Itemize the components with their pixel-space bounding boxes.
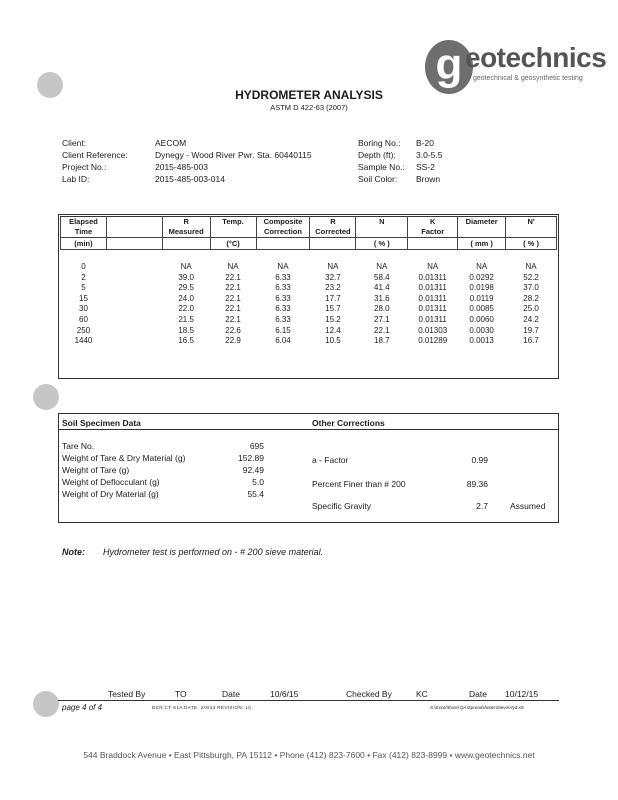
checked-by-value: KC bbox=[416, 689, 428, 699]
soil-specimen-title: Soil Specimen Data bbox=[62, 418, 141, 428]
column-header bbox=[506, 227, 557, 238]
logo-wordmark: eotechnics bbox=[465, 42, 607, 73]
column-header: Temp. bbox=[210, 217, 256, 228]
table-cell: 15.7 bbox=[325, 304, 341, 314]
specimen-label: Weight of Deflocculant (g) bbox=[62, 477, 160, 487]
table-cell: 29.5 bbox=[178, 283, 194, 293]
checked-date-label: Date bbox=[469, 689, 487, 699]
column-header: R bbox=[162, 217, 210, 228]
table-cell: 30 bbox=[79, 304, 88, 314]
dry-material-weight-value: 55.4 bbox=[247, 489, 264, 499]
table-cell: 22.1 bbox=[225, 283, 241, 293]
table-cell: 24.0 bbox=[178, 293, 194, 303]
file-path: S:\Excel\Excel QA\Spreadsheets\Sieve\Hyd.xls bbox=[430, 705, 525, 710]
table-row bbox=[61, 304, 557, 315]
table-cell: 6.33 bbox=[275, 283, 291, 293]
table-cell: NA bbox=[327, 262, 339, 271]
table-cell: 0.01303 bbox=[418, 325, 448, 335]
table-cell: NA bbox=[476, 262, 488, 271]
table-cell: 41.4 bbox=[374, 283, 390, 293]
specific-gravity-value: 2.7 bbox=[476, 501, 488, 511]
column-header bbox=[356, 227, 408, 238]
table-cell: 18.5 bbox=[178, 325, 194, 335]
info-label: Lab ID: bbox=[62, 174, 90, 184]
a-factor-label: a - Factor bbox=[312, 455, 349, 465]
table-cell: 23.2 bbox=[325, 283, 341, 293]
specific-gravity-note: Assumed bbox=[510, 501, 546, 511]
table-cell: 22.1 bbox=[225, 314, 241, 324]
punch-hole-middle bbox=[33, 384, 59, 410]
sample-number-value: SS-2 bbox=[416, 162, 435, 172]
table-cell: 52.2 bbox=[523, 272, 539, 282]
table-cell: 15 bbox=[79, 293, 88, 303]
column-header bbox=[458, 227, 506, 238]
table-cell: 10.5 bbox=[325, 336, 341, 346]
tested-by-value: TO bbox=[175, 689, 187, 699]
lab-id-value: 2015-485-003-014 bbox=[155, 174, 225, 184]
table-cell: NA bbox=[227, 262, 239, 271]
note-label: Note: bbox=[62, 547, 85, 557]
table-row bbox=[61, 283, 557, 294]
column-unit bbox=[256, 238, 310, 250]
table-cell: 0.01311 bbox=[418, 304, 447, 314]
column-unit: ( % ) bbox=[506, 238, 557, 250]
table-cell bbox=[106, 326, 162, 337]
logo-mark: g bbox=[425, 40, 473, 94]
table-cell: 60 bbox=[79, 314, 88, 324]
table-cell: 0.01289 bbox=[418, 336, 448, 346]
table-cell: 0.0198 bbox=[469, 283, 494, 293]
column-unit bbox=[162, 238, 210, 250]
table-cell: 0.0119 bbox=[469, 293, 494, 303]
table-cell: 0.01311 bbox=[418, 283, 447, 293]
table-cell: 5 bbox=[81, 283, 86, 293]
table-row bbox=[61, 336, 557, 347]
table-cell: 0.0013 bbox=[469, 336, 494, 346]
table-cell: 32.7 bbox=[325, 272, 341, 282]
soil-color-value: Brown bbox=[416, 174, 441, 184]
tare-dry-weight-value: 152.89 bbox=[238, 453, 264, 463]
table-cell: 39.0 bbox=[178, 272, 194, 282]
table-cell: NA bbox=[525, 262, 537, 271]
table-cell: 0.0030 bbox=[469, 325, 494, 335]
column-header bbox=[106, 227, 162, 238]
specimen-label: Weight of Dry Material (g) bbox=[62, 489, 159, 499]
tare-number-value: 695 bbox=[249, 441, 264, 451]
column-header bbox=[210, 227, 256, 238]
column-header: R bbox=[310, 217, 356, 228]
column-header: Diameter bbox=[458, 217, 506, 228]
punch-hole-bottom bbox=[33, 691, 59, 717]
table-cell: 28.0 bbox=[374, 304, 390, 314]
table-cell: 16.7 bbox=[523, 336, 539, 346]
table-cell: 6.33 bbox=[275, 293, 291, 303]
table-cell: 0.0292 bbox=[469, 272, 494, 282]
depth-value: 3.0-5.5 bbox=[416, 150, 443, 160]
table-cell: 250 bbox=[76, 325, 91, 335]
column-unit bbox=[310, 238, 356, 250]
table-cell: 22.1 bbox=[225, 272, 241, 282]
table-cell: 22.6 bbox=[225, 325, 241, 335]
client-value: AECOM bbox=[155, 138, 187, 148]
table-cell: 0.01311 bbox=[418, 293, 447, 303]
table-cell: 22.0 bbox=[178, 304, 194, 314]
table-cell: 18.7 bbox=[374, 336, 390, 346]
table-cell: 22.1 bbox=[374, 325, 390, 335]
table-cell: 15.2 bbox=[325, 314, 341, 324]
table-cell: 6.33 bbox=[275, 304, 291, 314]
specific-gravity-label: Specific Gravity bbox=[312, 501, 372, 511]
table-cell: 6.04 bbox=[275, 336, 291, 346]
table-cell: 12.4 bbox=[325, 325, 341, 335]
other-corrections-title: Other Corrections bbox=[312, 418, 385, 428]
table-row bbox=[61, 326, 557, 337]
table-cell: 0 bbox=[81, 262, 86, 271]
column-header: Correction bbox=[256, 227, 310, 238]
table-cell: 22.9 bbox=[225, 336, 241, 346]
form-id: DCN:CT-S1A DATE: 2/3/13 REVISION: 10 bbox=[152, 705, 252, 710]
table-cell: 22.1 bbox=[225, 293, 241, 303]
specimen-label: Tare No. bbox=[62, 441, 95, 451]
hydrometer-data-table bbox=[60, 216, 557, 347]
company-address: 544 Braddock Avenue • East Pittsburgh, PA 15112 • Phone (412) 823-7600 • Fax (412) 823-8999 • www.geotechnics.net bbox=[83, 750, 535, 760]
table-cell: 22.1 bbox=[225, 304, 241, 314]
footer-divider bbox=[58, 700, 559, 701]
table-cell bbox=[106, 315, 162, 326]
table-cell: 17.7 bbox=[325, 293, 341, 303]
sample-info-values bbox=[416, 137, 442, 185]
deflocculant-weight-value: 5.0 bbox=[252, 477, 264, 487]
column-header: Time bbox=[61, 227, 107, 238]
info-label: Client Reference: bbox=[62, 150, 128, 160]
tested-by-label: Tested By bbox=[108, 689, 146, 699]
column-unit bbox=[408, 238, 458, 250]
table-cell bbox=[106, 283, 162, 294]
table-cell: 21.5 bbox=[178, 314, 194, 324]
table-cell: 6.15 bbox=[275, 325, 291, 335]
percent-finer-label: Percent Finer than # 200 bbox=[312, 479, 406, 489]
info-label: Boring No.: bbox=[358, 138, 401, 148]
table-cell: 6.33 bbox=[275, 314, 291, 324]
note bbox=[62, 547, 323, 557]
page-subtitle: ASTM D 422-63 (2007) bbox=[270, 103, 348, 112]
column-header: Composite bbox=[256, 217, 310, 228]
checked-date-value: 10/12/15 bbox=[505, 689, 539, 699]
tare-weight-value: 92.49 bbox=[242, 465, 264, 475]
a-factor-value: 0.99 bbox=[471, 455, 488, 465]
column-header: N bbox=[356, 217, 408, 228]
table-cell: NA bbox=[427, 262, 439, 271]
column-header: Elapsed bbox=[61, 217, 107, 228]
table-cell: 1440 bbox=[74, 336, 93, 346]
table-cell: 25.0 bbox=[523, 304, 539, 314]
page-title: HYDROMETER ANALYSIS bbox=[235, 88, 383, 102]
table-body bbox=[61, 250, 557, 347]
table-row bbox=[61, 294, 557, 305]
column-header: N' bbox=[506, 217, 557, 228]
checked-by-label: Checked By bbox=[346, 689, 392, 699]
table-cell: 31.6 bbox=[374, 293, 390, 303]
column-header bbox=[106, 217, 162, 228]
info-label: Client: bbox=[62, 138, 87, 148]
specimen-label: Weight of Tare (g) bbox=[62, 465, 130, 475]
table-cell: NA bbox=[376, 262, 388, 271]
boring-number-value: B-20 bbox=[416, 138, 434, 148]
table-row bbox=[61, 262, 557, 273]
table-cell: 6.33 bbox=[275, 272, 291, 282]
table-cell: 0.0085 bbox=[469, 304, 494, 314]
tested-date-label: Date bbox=[222, 689, 240, 699]
table-cell bbox=[106, 273, 162, 284]
table-cell bbox=[106, 336, 162, 347]
note-text: Hydrometer test is performed on - # 200 sieve material. bbox=[103, 547, 324, 557]
table-cell: 27.1 bbox=[374, 314, 390, 324]
sample-info-labels bbox=[358, 137, 405, 185]
info-label: Sample No.: bbox=[358, 162, 405, 172]
table-cell: 19.7 bbox=[523, 325, 539, 335]
table-cell bbox=[106, 262, 162, 273]
table-cell: 0.01311 bbox=[418, 272, 447, 282]
column-unit: (min) bbox=[61, 238, 107, 250]
percent-finer-value: 89.36 bbox=[466, 479, 488, 489]
table-cell: 16.5 bbox=[178, 336, 194, 346]
table-cell: 2 bbox=[81, 272, 86, 282]
table-cell: 24.2 bbox=[523, 314, 539, 324]
info-label: Soil Color: bbox=[358, 174, 398, 184]
client-info-labels bbox=[62, 137, 128, 185]
table-cell: NA bbox=[277, 262, 289, 271]
table-cell: 58.4 bbox=[374, 272, 390, 282]
column-unit bbox=[106, 238, 162, 250]
table-cell: NA bbox=[180, 262, 192, 271]
column-header: K bbox=[408, 217, 458, 228]
column-unit: ( mm ) bbox=[458, 238, 506, 250]
info-label: Project No.: bbox=[62, 162, 107, 172]
table-cell bbox=[106, 304, 162, 315]
client-info-values bbox=[155, 137, 312, 185]
specimen-label: Weight of Tare & Dry Material (g) bbox=[62, 453, 186, 463]
column-header: Measured bbox=[162, 227, 210, 238]
page-number: page 4 of 4 bbox=[62, 703, 103, 712]
client-reference-value: Dynegy - Wood River Pwr. Sta. 60440115 bbox=[155, 150, 312, 160]
table-cell: 28.2 bbox=[523, 293, 539, 303]
table-row bbox=[61, 315, 557, 326]
table-cell bbox=[106, 294, 162, 305]
info-label: Depth (ft): bbox=[358, 150, 396, 160]
logo-tagline: geotechnical & geosynthetic testing bbox=[473, 75, 583, 82]
column-header: Corrected bbox=[310, 227, 356, 238]
tested-date-value: 10/6/15 bbox=[270, 689, 299, 699]
column-header: Factor bbox=[408, 227, 458, 238]
project-number-value: 2015-485-003 bbox=[155, 162, 208, 172]
table-cell: 0.0060 bbox=[469, 314, 494, 324]
table-cell: 0.01311 bbox=[418, 314, 447, 324]
table-cell: 37.0 bbox=[523, 283, 539, 293]
column-unit: (°C) bbox=[210, 238, 256, 250]
table-row bbox=[61, 273, 557, 284]
column-unit: ( % ) bbox=[356, 238, 408, 250]
